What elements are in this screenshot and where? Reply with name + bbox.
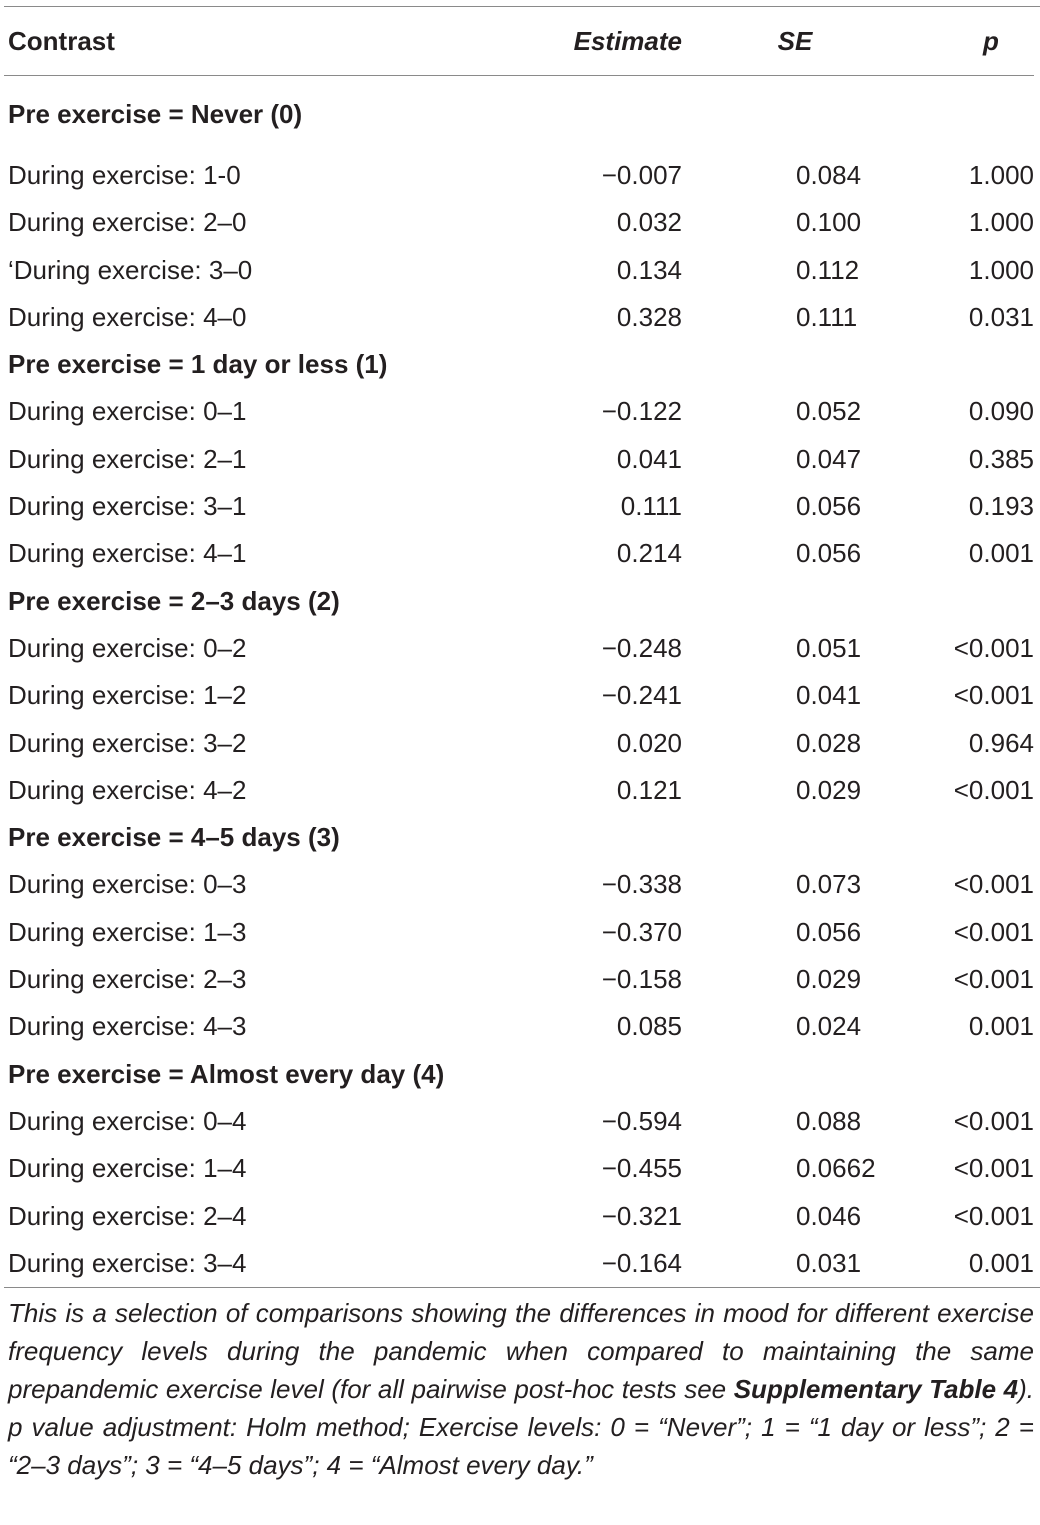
p-value-cell: <0.001: [953, 1200, 1034, 1231]
p-value-cell: <0.001: [953, 964, 1034, 995]
table-row: [4, 861, 1034, 908]
bottom-rule: [4, 1287, 1040, 1288]
table-row: [4, 436, 1034, 483]
estimate-cell: −0.248: [601, 632, 682, 663]
contrast-cell: During exercise: 4–2: [8, 774, 247, 805]
contrast-cell: During exercise: 4–1: [8, 538, 247, 569]
p-value-cell: <0.001: [953, 774, 1034, 805]
p-value-cell: 0.001: [968, 538, 1034, 569]
se-cell: 0.029: [796, 774, 862, 805]
se-cell: 0.056: [796, 491, 862, 522]
header-p: p: [983, 26, 999, 56]
estimate-cell: 0.020: [616, 727, 682, 758]
contrast-cell: During exercise: 0–1: [8, 396, 247, 427]
se-cell: 0.029: [796, 964, 862, 995]
contrast-cell: During exercise: 1–2: [8, 680, 247, 711]
p-value-cell: 0.193: [968, 491, 1034, 522]
p-value-cell: <0.001: [953, 916, 1034, 947]
contrast-cell: During exercise: 3–2: [8, 727, 247, 758]
estimate-cell: −0.455: [601, 1153, 682, 1184]
contrast-cell: During exercise: 4–0: [8, 301, 247, 332]
estimate-cell: −0.122: [601, 396, 682, 427]
table-row: [4, 388, 1034, 435]
se-cell: 0.088: [796, 1105, 862, 1136]
table-row: [4, 1003, 1034, 1050]
table-row: [4, 152, 1034, 199]
estimate-cell: −0.158: [601, 964, 682, 995]
table-row: [4, 1098, 1034, 1145]
table-row: [4, 1240, 1034, 1287]
se-cell: 0.047: [796, 443, 862, 474]
estimate-cell: 0.085: [616, 1011, 682, 1042]
p-value-cell: 0.964: [968, 727, 1034, 758]
header-contrast: Contrast: [8, 26, 115, 56]
contrast-cell: During exercise: 3–4: [8, 1247, 247, 1278]
group-title: Pre exercise = 4–5 days (3): [8, 822, 340, 853]
table-row: [4, 767, 1034, 814]
se-cell: 0.100: [796, 207, 862, 238]
table-footnote: [4, 1294, 1034, 1484]
p-value-cell: <0.001: [953, 632, 1034, 663]
se-cell: 0.112: [796, 254, 860, 285]
estimate-cell: 0.134: [616, 254, 682, 285]
estimate-cell: 0.032: [616, 207, 682, 238]
group-header-row: [4, 578, 1034, 625]
p-value-cell: <0.001: [953, 869, 1034, 900]
group-title: Pre exercise = 1 day or less (1): [8, 349, 388, 380]
estimate-cell: −0.007: [601, 160, 682, 190]
group-header-row: [4, 1051, 1034, 1098]
estimate-cell: 0.214: [616, 538, 682, 569]
group-title: Pre exercise = 2–3 days (2): [8, 585, 340, 616]
se-cell: 0.073: [796, 869, 862, 900]
estimate-cell: −0.164: [601, 1247, 682, 1278]
estimate-cell: −0.338: [601, 869, 682, 900]
se-cell: 0.111: [796, 301, 858, 332]
p-value-cell: <0.001: [953, 1153, 1034, 1184]
se-cell: 0.031: [796, 1247, 862, 1278]
table-row: [4, 294, 1034, 341]
contrast-cell: During exercise: 2–1: [8, 443, 247, 474]
group-title: Pre exercise = Almost every day (4): [8, 1058, 445, 1089]
table-row: [4, 625, 1034, 672]
group-header-row: [4, 341, 1034, 388]
header-estimate: Estimate: [573, 26, 682, 56]
supplementary-table-link[interactable]: Supplementary Table 4: [733, 1374, 1019, 1405]
se-cell: 0.056: [796, 916, 862, 947]
se-cell: 0.051: [796, 632, 862, 663]
se-cell: 0.041: [796, 680, 862, 711]
p-value-cell: <0.001: [953, 680, 1034, 711]
estimate-cell: 0.328: [616, 301, 682, 332]
se-cell: 0.084: [796, 160, 862, 190]
table-row: [4, 720, 1034, 767]
p-value-cell: 0.090: [968, 396, 1034, 427]
contrast-cell: During exercise: 2–3: [8, 964, 247, 995]
table-row: [4, 199, 1034, 246]
p-value-cell: 0.031: [968, 301, 1034, 332]
group-header-row: [4, 814, 1034, 861]
contrast-cell: During exercise: 0–3: [8, 869, 247, 900]
se-cell: 0.0662: [796, 1153, 876, 1184]
estimate-cell: −0.321: [601, 1200, 682, 1231]
p-value-cell: 0.001: [968, 1247, 1034, 1278]
se-cell: 0.028: [796, 727, 862, 758]
contrast-cell: During exercise: 1–3: [8, 916, 247, 947]
p-value-cell: 1.000: [968, 254, 1034, 285]
table-row: [4, 483, 1034, 530]
table-row: [4, 1145, 1034, 1192]
contrast-cell: During exercise: 2–4: [8, 1200, 247, 1231]
estimate-cell: −0.370: [601, 916, 682, 947]
table-row: [4, 672, 1034, 719]
contrast-table: [4, 7, 1034, 1287]
p-value-cell: <0.001: [953, 1105, 1034, 1136]
footnote-text-cont: ). p value adjustment: Holm method; Exercise levels: 0 = “Never”; 1 = “1 day or less”; 2 = “2–3 days”; 3 = “4–5 days”; 4 = “Almost every day.”: [8, 1374, 1034, 1481]
contrast-cell: During exercise: 0–2: [8, 632, 247, 663]
contrast-cell: During exercise: 0–4: [8, 1105, 247, 1136]
table-row: [4, 956, 1034, 1003]
contrast-cell: During exercise: 1-0: [8, 160, 241, 190]
header-se: SE: [777, 26, 813, 56]
contrast-cell: ‘During exercise: 3–0: [8, 254, 253, 285]
p-value-cell: 1.000: [968, 160, 1034, 190]
estimate-cell: 0.121: [616, 774, 682, 805]
group-title: Pre exercise = Never (0): [8, 99, 303, 129]
estimate-cell: −0.241: [601, 680, 682, 711]
group-header-row: [4, 76, 1034, 153]
estimate-cell: 0.111: [620, 491, 682, 522]
table-row: [4, 530, 1034, 577]
table-container: [4, 6, 1040, 1484]
se-cell: 0.024: [796, 1011, 862, 1042]
footnote-text: This is a selection of comparisons showing the differences in mood for different exercise frequency levels during the pandemic when compared to maintaining the same prepandemic exercise level (for all pairwise post-hoc tests see: [8, 1298, 1034, 1405]
table-row: [4, 1193, 1034, 1240]
p-value-cell: 0.385: [968, 443, 1034, 474]
estimate-cell: −0.594: [601, 1105, 682, 1136]
contrast-cell: During exercise: 2–0: [8, 207, 247, 238]
p-value-cell: 1.000: [968, 207, 1034, 238]
table-row: [4, 247, 1034, 294]
contrast-cell: During exercise: 3–1: [8, 491, 247, 522]
table-body: [4, 76, 1034, 1288]
table-row: [4, 909, 1034, 956]
estimate-cell: 0.041: [616, 443, 682, 474]
se-cell: 0.056: [796, 538, 862, 569]
contrast-cell: During exercise: 4–3: [8, 1011, 247, 1042]
p-value-cell: 0.001: [968, 1011, 1034, 1042]
se-cell: 0.052: [796, 396, 862, 427]
se-cell: 0.046: [796, 1200, 862, 1231]
contrast-cell: During exercise: 1–4: [8, 1153, 247, 1184]
header-row: [4, 7, 1034, 76]
